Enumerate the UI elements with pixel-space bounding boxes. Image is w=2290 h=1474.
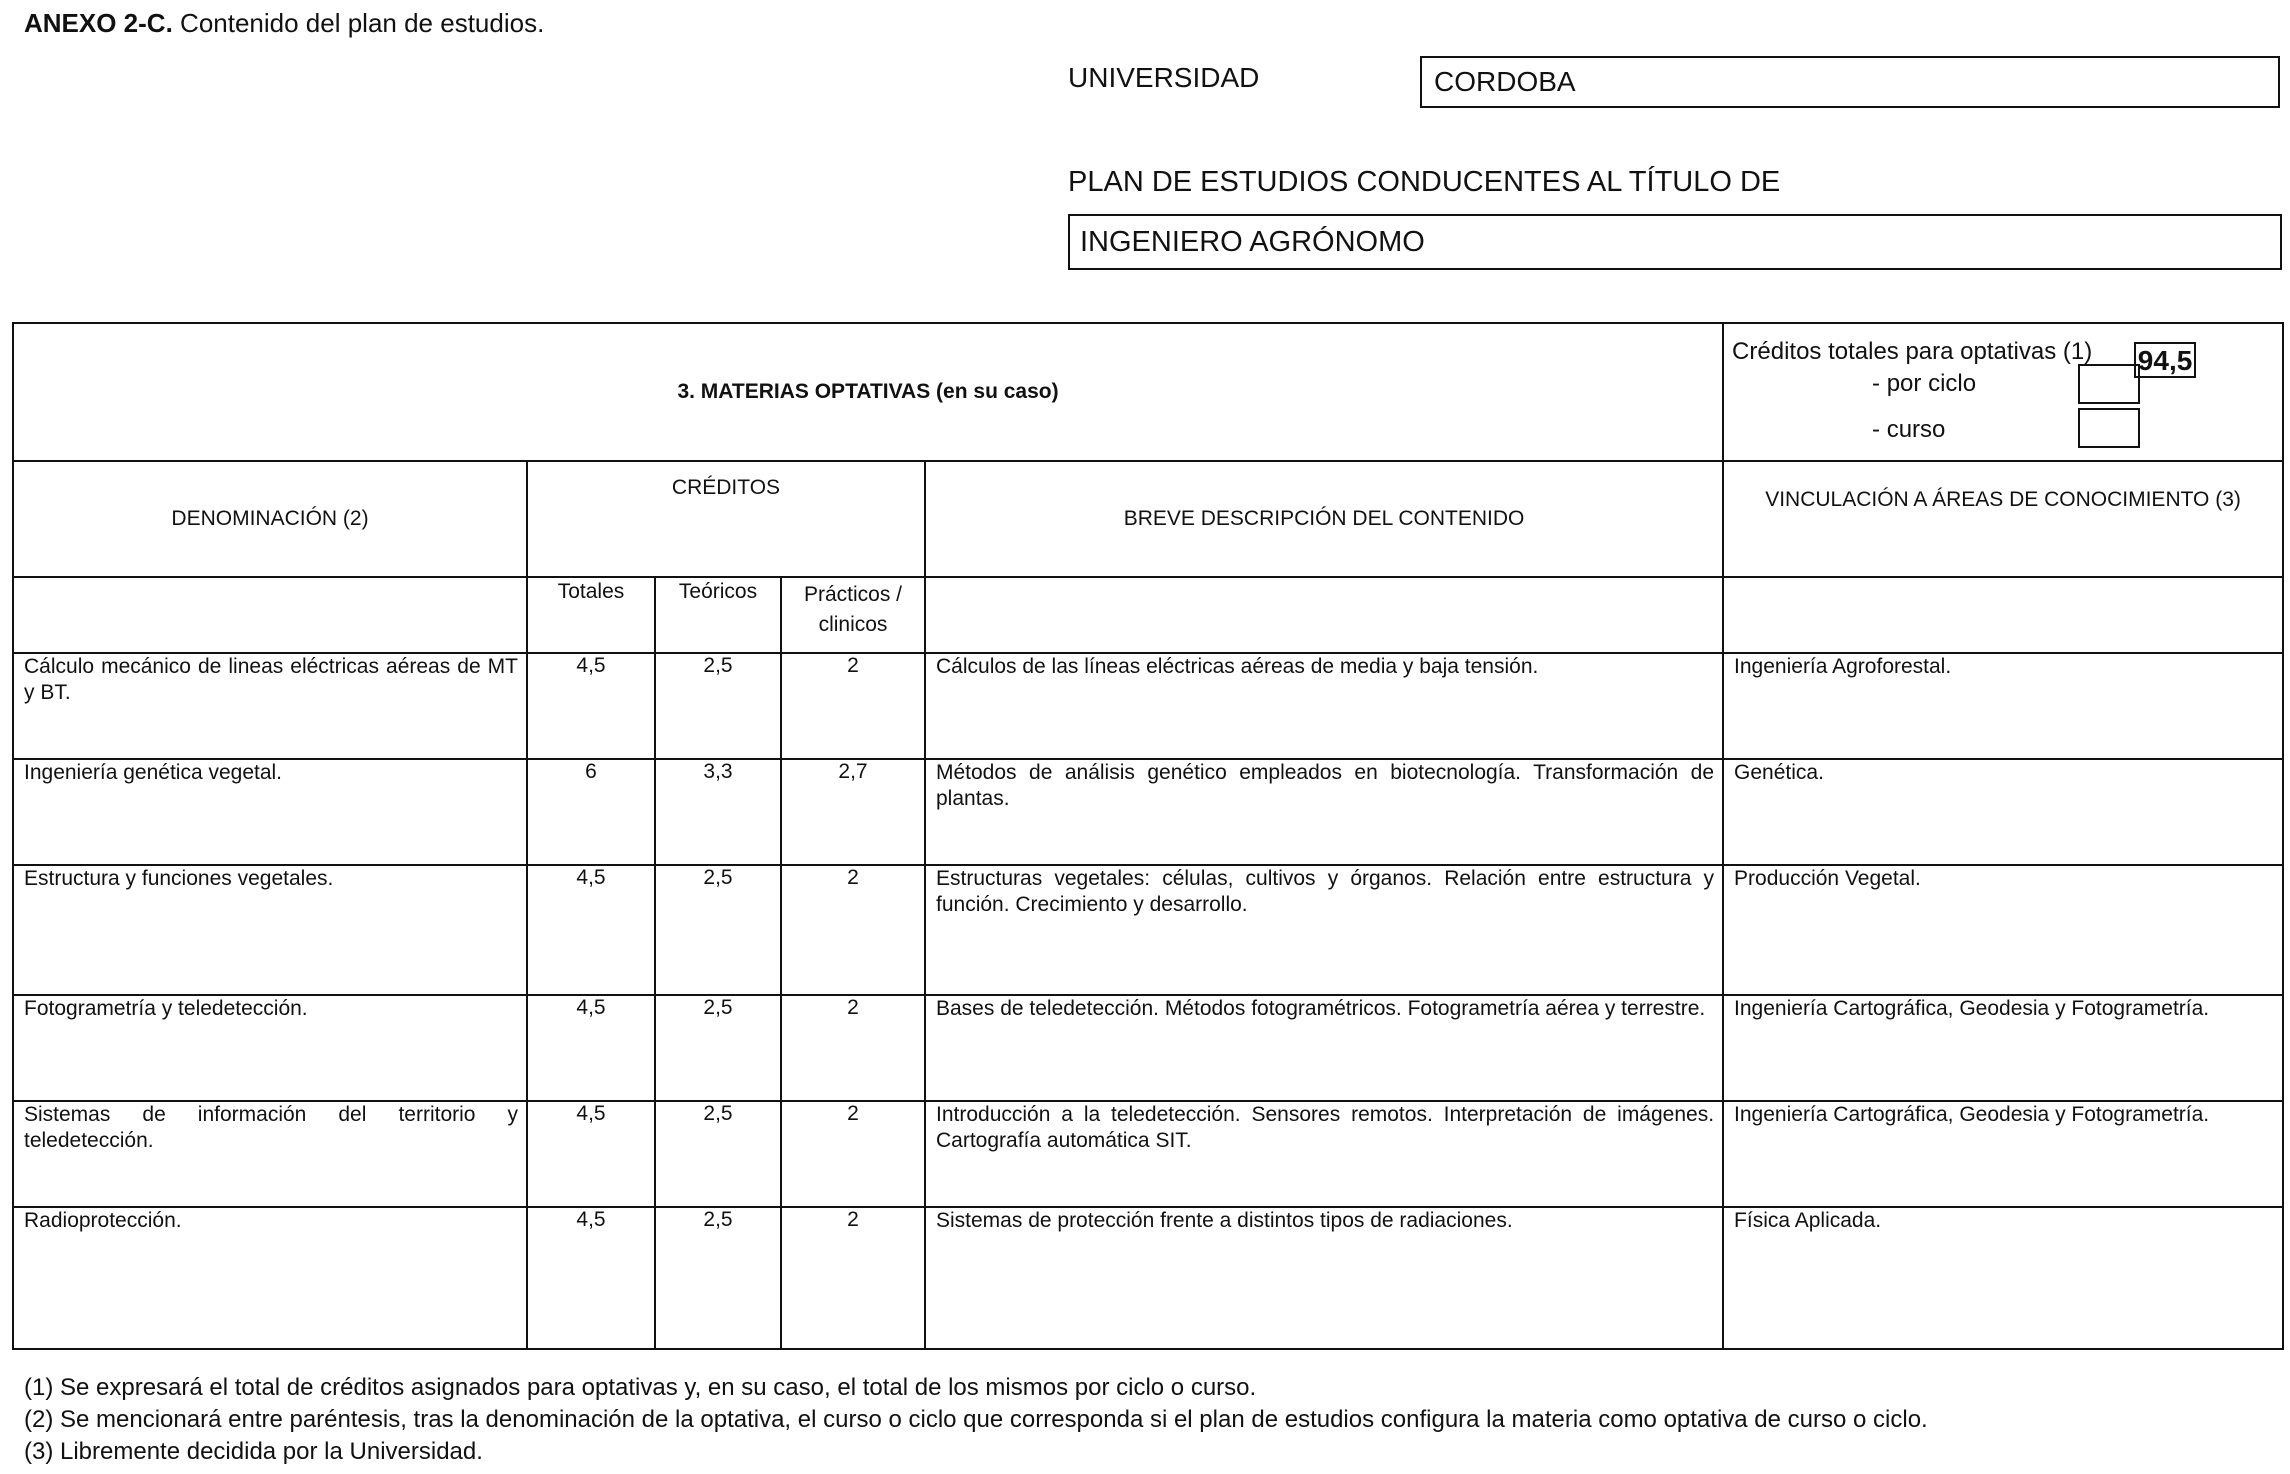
university-label: UNIVERSIDAD bbox=[1068, 62, 1260, 93]
sub-totales: Totales bbox=[527, 577, 655, 653]
per-cycle-label: - por ciclo bbox=[1872, 370, 1977, 397]
subject-description: Sistemas de protección frente a distintos tipos de radiaciones. bbox=[925, 1207, 1723, 1349]
credits-practicos: 2 bbox=[781, 1101, 925, 1207]
subject-name: Estructura y funciones vegetales. bbox=[13, 865, 527, 995]
credits-totales: 4,5 bbox=[527, 1207, 655, 1349]
subject-name: Ingeniería genética vegetal. bbox=[13, 759, 527, 865]
credits-practicos: 2,7 bbox=[781, 759, 925, 865]
subject-name: Radioprotección. bbox=[13, 1207, 527, 1349]
credits-teoricos: 2,5 bbox=[655, 1101, 781, 1207]
per-course-label: - curso bbox=[1872, 416, 1946, 443]
credits-practicos: 2 bbox=[781, 995, 925, 1101]
col-denominacion: DENOMINACIÓN (2) bbox=[13, 461, 527, 577]
footnote-3: (3) Libremente decidida por la Universidad. bbox=[24, 1438, 483, 1465]
plan-label: PLAN DE ESTUDIOS CONDUCENTES AL TÍTULO DE bbox=[1068, 166, 1781, 198]
sub-empty-2 bbox=[925, 577, 1723, 653]
credits-total-label: Créditos totales para optativas (1) bbox=[1732, 338, 2093, 365]
credits-teoricos: 3,3 bbox=[655, 759, 781, 865]
subject-description: Métodos de análisis genético empleados en biotecnología. Transformación de plantas. bbox=[925, 759, 1723, 865]
table-row bbox=[13, 759, 2283, 865]
credits-totales: 4,5 bbox=[527, 1101, 655, 1207]
table-row bbox=[13, 653, 2283, 759]
col-creditos: CRÉDITOS bbox=[527, 461, 925, 577]
subject-description: Estructuras vegetales: células, cultivos y órganos. Relación entre estructura y función. Crecimiento y desarrollo. bbox=[925, 865, 1723, 995]
subject-area: Ingeniería Agroforestal. bbox=[1723, 653, 2283, 759]
subject-name: Cálculo mecánico de lineas eléctricas aéreas de MT y BT. bbox=[13, 653, 527, 759]
sub-empty-1 bbox=[13, 577, 527, 653]
subject-description: Introducción a la teledetección. Sensores remotos. Interpretación de imágenes. Cartografía automática SIT. bbox=[925, 1101, 1723, 1207]
credits-practicos: 2 bbox=[781, 1207, 925, 1349]
per-course-box bbox=[2078, 408, 2140, 448]
credits-total-value: 94,5 bbox=[2134, 342, 2196, 378]
annex-label: ANEXO 2-C. bbox=[24, 8, 173, 38]
subject-description: Cálculos de las líneas eléctricas aéreas de media y baja tensión. bbox=[925, 653, 1723, 759]
subject-area: Física Aplicada. bbox=[1723, 1207, 2283, 1349]
subject-area: Producción Vegetal. bbox=[1723, 865, 2283, 995]
credits-totales: 4,5 bbox=[527, 865, 655, 995]
footnote-1: (1) Se expresará el total de créditos asignados para optativas y, en su caso, el total de los mismos por ciclo o curso. bbox=[24, 1374, 1257, 1401]
subject-name: Fotogrametría y teledetección. bbox=[13, 995, 527, 1101]
subject-description: Bases de teledetección. Métodos fotogramétricos. Fotogrametría aérea y terrestre. bbox=[925, 995, 1723, 1101]
per-cycle-box bbox=[2078, 364, 2140, 404]
subject-area: Genética. bbox=[1723, 759, 2283, 865]
sub-practicos: Prácticos / clinicos bbox=[781, 577, 925, 653]
credits-totales: 6 bbox=[527, 759, 655, 865]
credits-totales: 4,5 bbox=[527, 995, 655, 1101]
table-row bbox=[13, 1207, 2283, 1349]
credits-teoricos: 2,5 bbox=[655, 995, 781, 1101]
credits-teoricos: 2,5 bbox=[655, 1207, 781, 1349]
university-value: CORDOBA bbox=[1420, 56, 2280, 108]
optional-subjects-table bbox=[12, 322, 2284, 1350]
degree-title: INGENIERO AGRÓNOMO bbox=[1068, 214, 2282, 270]
table-row bbox=[13, 995, 2283, 1101]
credits-practicos: 2 bbox=[781, 865, 925, 995]
sub-teoricos: Teóricos bbox=[655, 577, 781, 653]
subject-name: Sistemas de información del territorio y teledetección. bbox=[13, 1101, 527, 1207]
col-descripcion: BREVE DESCRIPCIÓN DEL CONTENIDO bbox=[925, 461, 1723, 577]
annex-heading bbox=[24, 8, 544, 39]
table-row bbox=[13, 1101, 2283, 1207]
table-row bbox=[13, 865, 2283, 995]
credits-practicos: 2 bbox=[781, 653, 925, 759]
credits-teoricos: 2,5 bbox=[655, 865, 781, 995]
credits-teoricos: 2,5 bbox=[655, 653, 781, 759]
section-title: 3. MATERIAS OPTATIVAS (en su caso) bbox=[13, 323, 1723, 461]
sub-empty-3 bbox=[1723, 577, 2283, 653]
subject-area: Ingeniería Cartográfica, Geodesia y Fotogrametría. bbox=[1723, 995, 2283, 1101]
credits-summary bbox=[1723, 323, 2283, 461]
annex-text: Contenido del plan de estudios. bbox=[172, 8, 545, 38]
footnote-2: (2) Se mencionará entre paréntesis, tras la denominación de la optativa, el curso o ciclo que corresponda si el plan de estudios configura la materia como optativa de curso o ciclo. bbox=[24, 1406, 1928, 1433]
credits-totales: 4,5 bbox=[527, 653, 655, 759]
col-vinculacion: VINCULACIÓN A ÁREAS DE CONOCIMIENTO (3) bbox=[1723, 461, 2283, 577]
subject-area: Ingeniería Cartográfica, Geodesia y Fotogrametría. bbox=[1723, 1101, 2283, 1207]
